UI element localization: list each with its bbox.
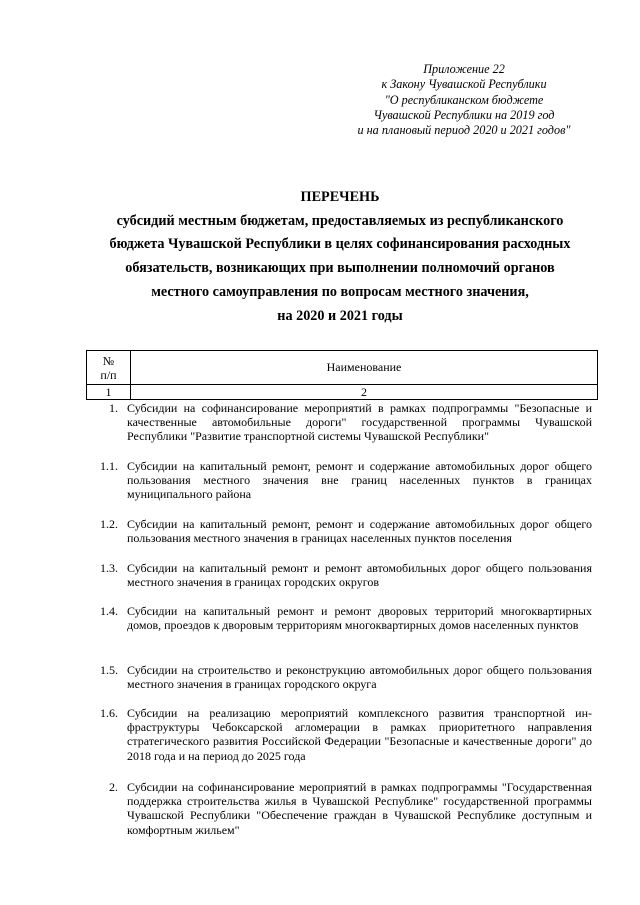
header-number-cell [87,351,131,385]
title-line: субсидий местным бюджетам, предоставляемых из республиканского [116,212,564,229]
header-row [87,351,598,385]
entry-text: Субсидии на капитальный ремонт, ремонт и содержание автомобильных дорог общего пользования местного значения в границах населенных пунктов поселения [127,517,592,546]
entry-text: Субсидии на капитальный ремонт и ремонт дворовых территорий многоквартирных домов, проездов к дворовым территориям многоквартирных домов населенных пунктов [127,604,592,633]
appendix-line: Чувашской Республики на 2019 год [373,107,555,122]
entry-number: 1.3. [100,561,118,575]
entry-number: 1.6. [100,706,118,720]
entry-text: Субсидии на софинансирование мероприятий в рамках подпрограммы "Государственная поддержка строительства жилья в Чувашской Республике" государственной программы Чувашской Республики "Обеспечение граждан в Чувашской Республике доступным и комфортным жильем" [127,780,592,837]
table-header [86,350,598,400]
entry-number: 1.5. [100,663,118,677]
column-index-1: 1 [87,385,131,400]
title-line: бюджета Чувашской Республики в целях софинансирования расходных [109,236,571,253]
header-number-label: № п/п [100,353,117,382]
entry-text: Субсидии на реализацию мероприятий комплексного развития транспортной инфраструктуры Чебоксарской агломерации в рамках приоритетного направления стратегического развития Российской Федерации "Безопасные и качественные дороги" до 2018 года и на период до 2025 года [127,706,592,763]
entry-number: 1.2. [100,517,118,531]
appendix-line: к Закону Чувашской Республики [381,77,547,92]
entry-text: Субсидии на софинансирование мероприятий в рамках подпрограммы "Безопасные и качественные автомобильные дороги" государственной программы Чувашской Республики "Развитие транспортной системы Чувашской Республики" [127,401,592,444]
appendix-line: "О республиканском бюджете [384,92,544,107]
entry-number: 1. [109,401,118,415]
appendix-line: и на плановый период 2020 и 2021 годов" [357,123,571,138]
entry-number: 1.1. [100,459,118,473]
document-title [60,186,620,328]
appendix-reference [334,62,594,138]
title-line: местного самоуправления по вопросам местного значения, [151,283,529,300]
entry-text: Субсидии на капитальный ремонт и ремонт автомобильных дорог общего пользования местного значения в границах городских округов [127,561,592,590]
column-index-2: 2 [131,385,598,400]
entry-text: Субсидии на строительство и реконструкцию автомобильных дорог общего пользования местного значения в границах городского округа [127,663,592,692]
column-index-row [87,385,598,400]
title-line: обязательств, возникающих при выполнении полномочий органов [125,260,555,277]
entry-number: 2. [109,780,118,794]
title-line: на 2020 и 2021 годы [277,307,403,324]
header-name-cell: Наименование [131,351,598,385]
appendix-line: Приложение 22 [423,62,505,76]
entry-text: Субсидии на капитальный ремонт, ремонт и содержание автомобильных дорог общего пользования местного значения вне границ населенных пунктов в границах муниципального района [127,459,592,502]
title-heading: ПЕРЕЧЕНЬ [300,189,380,205]
entry-number: 1.4. [100,604,118,618]
